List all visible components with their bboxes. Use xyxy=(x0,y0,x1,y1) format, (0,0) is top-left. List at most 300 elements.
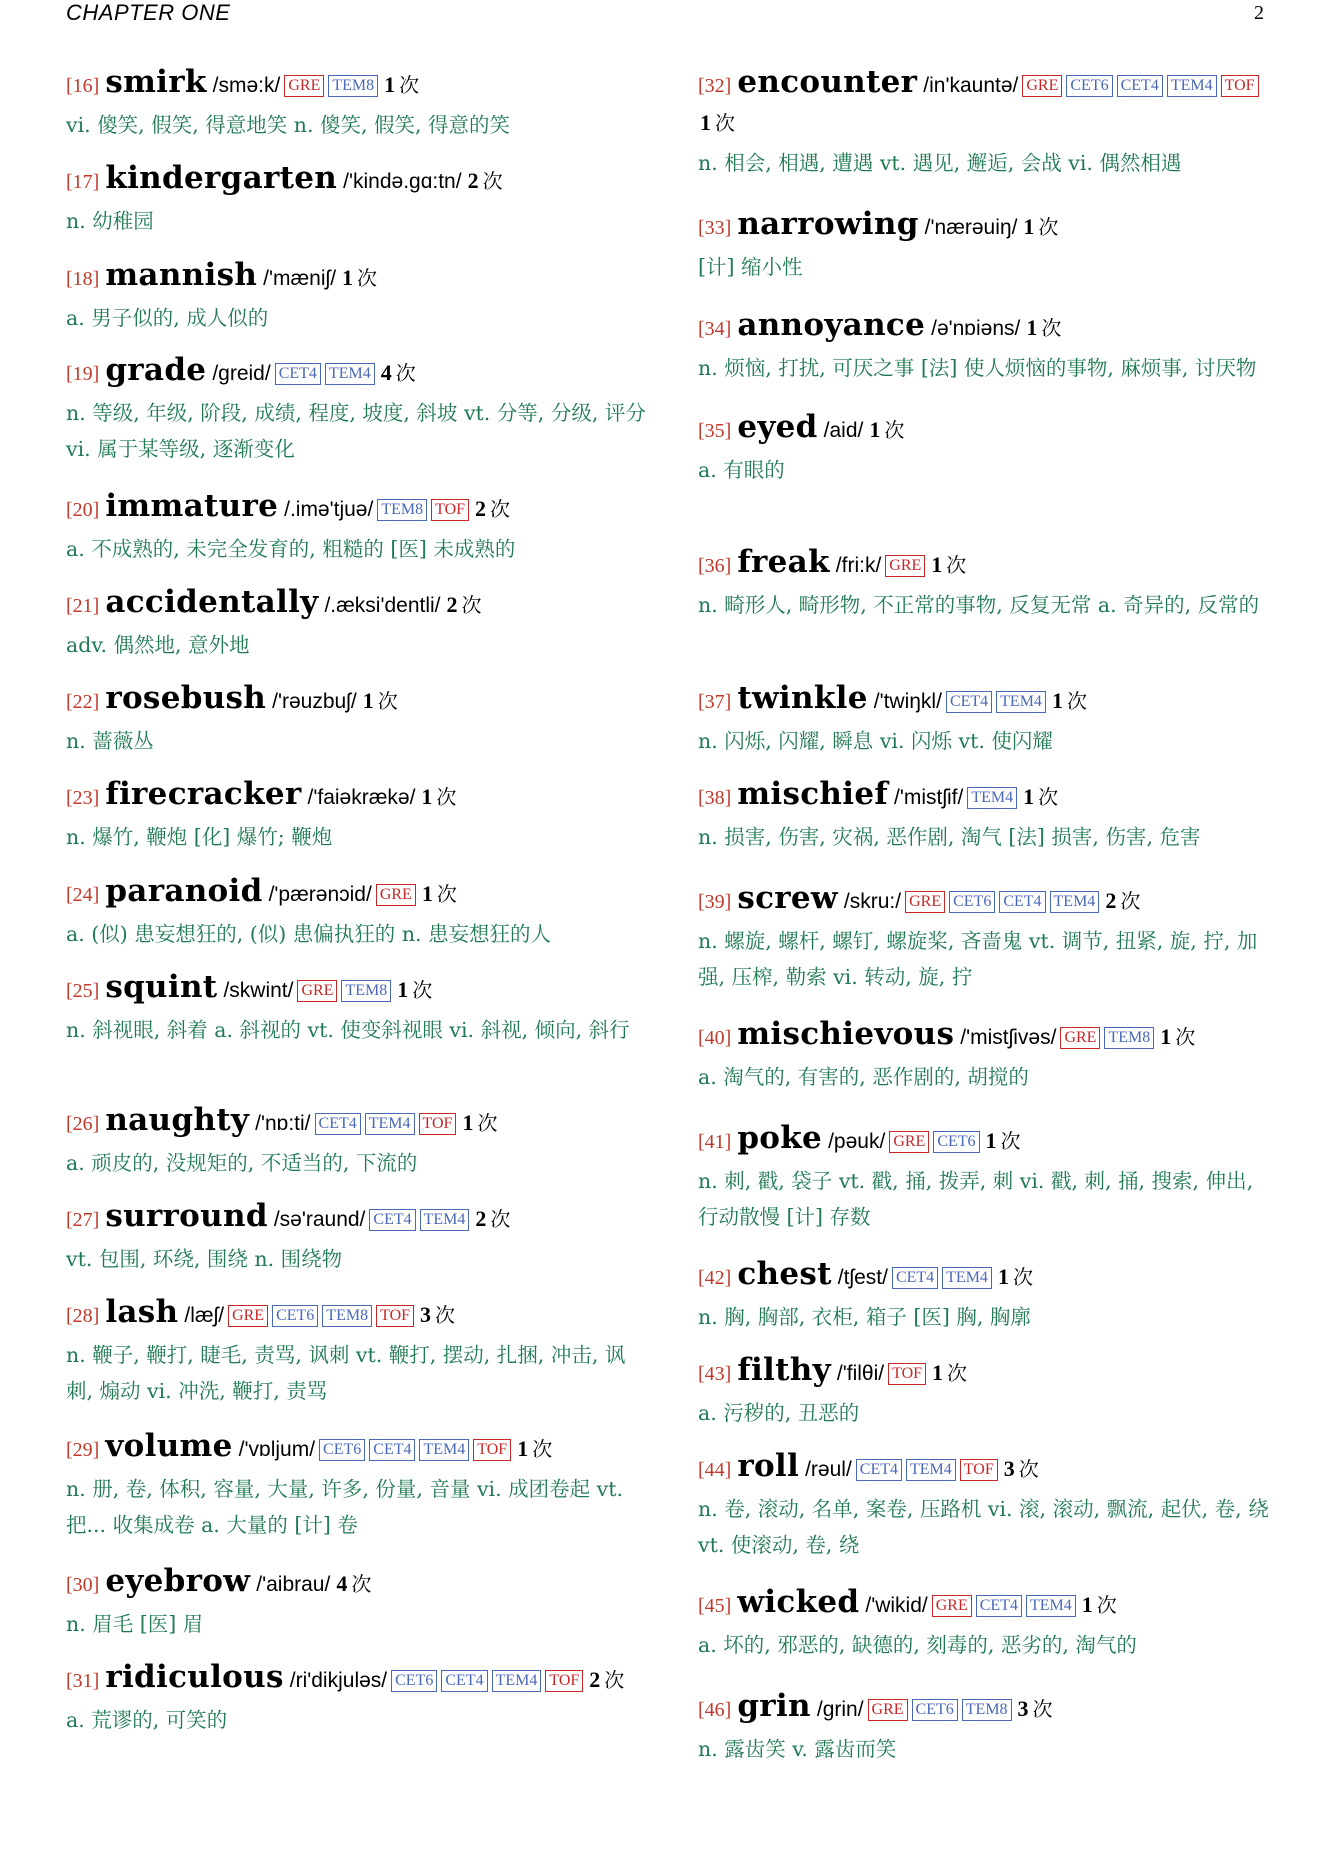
entry-number: [29] xyxy=(66,1439,100,1461)
phonetic: /'nɒ:ti/ xyxy=(255,1112,311,1135)
headword: screw xyxy=(737,880,838,916)
vocab-entry xyxy=(66,352,648,467)
page-number: 2 xyxy=(1254,2,1264,24)
vocab-entry xyxy=(66,1102,648,1181)
entry-headline xyxy=(698,1016,1273,1057)
entry-number: [38] xyxy=(698,787,732,809)
entry-headline xyxy=(66,352,648,393)
entry-headline xyxy=(66,1563,648,1604)
frequency-unit: 次 xyxy=(1000,1129,1021,1153)
frequency-unit: 次 xyxy=(1038,215,1059,239)
frequency-count: 1 xyxy=(700,110,711,135)
headword: firecracker xyxy=(105,776,302,812)
frequency-unit: 次 xyxy=(1018,1457,1039,1481)
frequency-count: 4 xyxy=(336,1571,348,1596)
entry-number: [41] xyxy=(698,1131,732,1153)
entry-headline xyxy=(66,64,648,105)
definition: vt. 包围, 环绕, 围绕 n. 围绕物 xyxy=(66,1247,343,1271)
headword: mannish xyxy=(105,257,258,293)
exam-tag-tem4: TEM4 xyxy=(996,691,1046,713)
definition: adv. 偶然地, 意外地 xyxy=(66,633,250,657)
phonetic: /rəul/ xyxy=(805,1458,852,1481)
frequency-unit: 次 xyxy=(604,1668,625,1692)
exam-tag-tem4: TEM4 xyxy=(419,1439,469,1461)
exam-tag-tem4: TEM4 xyxy=(1026,1595,1076,1617)
phonetic: /grin/ xyxy=(816,1698,864,1721)
phonetic: /.imə'tjuə/ xyxy=(284,498,374,521)
entry-number: [42] xyxy=(698,1267,732,1289)
entry-number: [16] xyxy=(66,75,100,97)
vocab-entry xyxy=(698,1688,1273,1767)
definition: n. 露齿笑 v. 露齿而笑 xyxy=(698,1737,897,1761)
phonetic: /'wikid/ xyxy=(865,1594,928,1617)
vocab-entry xyxy=(698,776,1273,855)
exam-tag-tem4: TEM4 xyxy=(906,1459,956,1481)
entry-number: [22] xyxy=(66,691,100,713)
entry-headline xyxy=(698,544,1273,585)
exam-tag-gre: GRE xyxy=(1022,75,1062,97)
headword: lash xyxy=(105,1294,179,1330)
phonetic: /'rəuzbuʃ/ xyxy=(272,690,357,713)
frequency-unit: 次 xyxy=(461,593,482,617)
frequency-count: 3 xyxy=(1017,1696,1029,1721)
vocab-entry xyxy=(698,1584,1273,1663)
exam-tag-gre: GRE xyxy=(868,1699,908,1721)
exam-tag-tem8: TEM8 xyxy=(341,980,391,1002)
headword: annoyance xyxy=(737,307,926,343)
exam-tag-cet4: CET4 xyxy=(976,1595,1022,1617)
exam-tag-tem4: TEM4 xyxy=(1050,891,1100,913)
headword: chest xyxy=(737,1256,832,1292)
frequency-count: 1 xyxy=(1023,784,1035,809)
vocab-entry xyxy=(698,206,1273,285)
headword: grin xyxy=(737,1688,811,1724)
phonetic: /skwint/ xyxy=(223,979,294,1002)
exam-tag-tof: TOF xyxy=(431,499,469,521)
definition: n. 爆竹, 鞭炮 [化] 爆竹; 鞭炮 xyxy=(66,825,333,849)
exam-tag-gre: GRE xyxy=(297,980,337,1002)
entry-number: [27] xyxy=(66,1209,100,1231)
entry-number: [37] xyxy=(698,691,732,713)
frequency-unit: 次 xyxy=(477,1111,498,1135)
frequency-unit: 次 xyxy=(357,266,378,290)
headword: roll xyxy=(737,1448,800,1484)
vocab-entry xyxy=(66,1428,648,1543)
headword: rosebush xyxy=(105,680,267,716)
exam-tag-tem8: TEM8 xyxy=(377,499,427,521)
definition: a. 男子似的, 成人似的 xyxy=(66,306,269,330)
exam-tag-tof: TOF xyxy=(419,1113,457,1135)
frequency-count: 1 xyxy=(517,1436,529,1461)
entry-number: [21] xyxy=(66,595,100,617)
exam-tag-tem4: TEM4 xyxy=(942,1267,992,1289)
frequency-unit: 次 xyxy=(1175,1025,1196,1049)
vocab-entry xyxy=(66,1659,648,1738)
vocab-entry xyxy=(66,680,648,759)
entry-headline xyxy=(66,160,648,201)
headword: encounter xyxy=(737,64,918,100)
definition: n. 眉毛 [医] 眉 xyxy=(66,1612,204,1636)
definition: n. 斜视眼, 斜着 a. 斜视的 vt. 使变斜视眼 vi. 斜视, 倾向, 斜行 xyxy=(66,1018,630,1042)
entry-number: [40] xyxy=(698,1027,732,1049)
exam-tag-tem4: TEM4 xyxy=(492,1670,542,1692)
frequency-count: 1 xyxy=(462,1110,474,1135)
vocab-entry xyxy=(698,1256,1273,1335)
exam-tag-cet6: CET6 xyxy=(949,891,995,913)
frequency-count: 1 xyxy=(932,1360,944,1385)
exam-tag-gre: GRE xyxy=(284,75,324,97)
phonetic: /in'kauntə/ xyxy=(923,74,1019,97)
definition: n. 册, 卷, 体积, 容量, 大量, 许多, 份量, 音量 vi. 成团卷起 vt. 把... 收集成卷 a. 大量的 [计] 卷 xyxy=(66,1477,624,1537)
headword: eyed xyxy=(737,409,818,445)
entry-number: [24] xyxy=(66,884,100,906)
frequency-count: 1 xyxy=(869,417,881,442)
definition: n. 蔷薇丛 xyxy=(66,729,154,753)
headword: volume xyxy=(105,1428,233,1464)
entry-number: [33] xyxy=(698,217,732,239)
definition: n. 烦恼, 打扰, 可厌之事 [法] 使人烦恼的事物, 麻烦事, 讨厌物 xyxy=(698,356,1257,380)
phonetic: /'mistʃif/ xyxy=(894,786,964,809)
frequency-count: 2 xyxy=(446,592,458,617)
definition: n. 损害, 伤害, 灾祸, 恶作剧, 淘气 [法] 损害, 伤害, 危害 xyxy=(698,825,1201,849)
frequency-unit: 次 xyxy=(884,418,905,442)
entry-headline xyxy=(66,1659,648,1700)
headword: mischief xyxy=(737,776,889,812)
headword: naughty xyxy=(105,1102,250,1138)
frequency-unit: 次 xyxy=(1066,689,1087,713)
phonetic: /aid/ xyxy=(823,419,864,442)
phonetic: /'nærəuiŋ/ xyxy=(924,216,1018,239)
exam-tag-gre: GRE xyxy=(932,1595,972,1617)
entry-number: [20] xyxy=(66,499,100,521)
definition: a. 淘气的, 有害的, 恶作剧的, 胡搅的 xyxy=(698,1065,1029,1089)
exam-tag-tem8: TEM8 xyxy=(328,75,378,97)
phonetic: /greid/ xyxy=(212,362,271,385)
entry-headline xyxy=(66,1294,648,1335)
vocab-entry xyxy=(66,257,648,336)
frequency-count: 1 xyxy=(1160,1024,1172,1049)
definition: a. 顽皮的, 没规矩的, 不适当的, 下流的 xyxy=(66,1151,418,1175)
exam-tag-tof: TOF xyxy=(473,1439,511,1461)
definition: a. 污秽的, 丑恶的 xyxy=(698,1401,860,1425)
exam-tag-tof: TOF xyxy=(888,1363,926,1385)
headword: freak xyxy=(737,544,830,580)
frequency-count: 1 xyxy=(362,688,374,713)
frequency-count: 1 xyxy=(397,977,409,1002)
phonetic: /'pærənɔid/ xyxy=(268,883,372,906)
exam-tag-cet4: CET4 xyxy=(275,363,321,385)
phonetic: /sə'raund/ xyxy=(273,1208,366,1231)
frequency-unit: 次 xyxy=(1038,785,1059,809)
exam-tag-cet4: CET4 xyxy=(369,1439,415,1461)
entry-number: [28] xyxy=(66,1305,100,1327)
phonetic: /ə'nɒiəns/ xyxy=(931,317,1021,340)
entry-headline xyxy=(66,1428,648,1469)
vocab-entry xyxy=(66,64,648,143)
frequency-unit: 次 xyxy=(1012,1265,1033,1289)
exam-tag-tof: TOF xyxy=(376,1305,414,1327)
exam-tag-tem8: TEM8 xyxy=(322,1305,372,1327)
phonetic: /fri:k/ xyxy=(835,554,882,577)
frequency-count: 4 xyxy=(380,360,392,385)
frequency-unit: 次 xyxy=(436,785,457,809)
headword: twinkle xyxy=(737,680,868,716)
phonetic: /pəuk/ xyxy=(828,1130,886,1153)
vocab-entry xyxy=(66,776,648,855)
entry-number: [35] xyxy=(698,420,732,442)
frequency-count: 1 xyxy=(1023,214,1035,239)
headword: grade xyxy=(105,352,207,388)
entry-headline xyxy=(698,1256,1273,1297)
entry-number: [19] xyxy=(66,363,100,385)
headword: accidentally xyxy=(105,584,319,620)
frequency-unit: 次 xyxy=(1120,889,1141,913)
entry-headline xyxy=(698,64,1273,143)
phonetic: /læʃ/ xyxy=(184,1304,225,1327)
vocab-entry xyxy=(698,409,1273,488)
definition: n. 卷, 滚动, 名单, 案卷, 压路机 vi. 滚, 滚动, 飘流, 起伏, 卷, 绕 vt. 使滚动, 卷, 绕 xyxy=(698,1497,1269,1557)
exam-tag-tof: TOF xyxy=(1221,75,1259,97)
frequency-unit: 次 xyxy=(435,1303,456,1327)
headword: filthy xyxy=(737,1352,831,1388)
phonetic: /ri'dikjuləs/ xyxy=(289,1669,388,1692)
frequency-count: 2 xyxy=(1105,888,1117,913)
frequency-unit: 次 xyxy=(351,1572,372,1596)
frequency-unit: 次 xyxy=(490,497,511,521)
exam-tag-tem4: TEM4 xyxy=(967,787,1017,809)
entry-number: [18] xyxy=(66,268,100,290)
frequency-count: 3 xyxy=(420,1302,432,1327)
vocab-entry xyxy=(66,1563,648,1642)
entry-headline xyxy=(698,880,1273,921)
vocab-entry xyxy=(698,1016,1273,1095)
entry-headline xyxy=(66,584,648,625)
frequency-unit: 次 xyxy=(946,553,967,577)
entry-headline xyxy=(66,1198,648,1239)
entry-number: [26] xyxy=(66,1113,100,1135)
exam-tag-cet6: CET6 xyxy=(319,1439,365,1461)
frequency-count: 1 xyxy=(931,552,943,577)
exam-tag-tem8: TEM8 xyxy=(1104,1027,1154,1049)
phonetic: /'twiŋkl/ xyxy=(873,690,942,713)
phonetic: /'aibrau/ xyxy=(256,1573,331,1596)
definition: n. 幼稚园 xyxy=(66,209,154,233)
entry-number: [44] xyxy=(698,1459,732,1481)
entry-number: [30] xyxy=(66,1574,100,1596)
exam-tag-cet6: CET6 xyxy=(1066,75,1112,97)
entry-number: [46] xyxy=(698,1699,732,1721)
definition: vi. 傻笑, 假笑, 得意地笑 n. 傻笑, 假笑, 得意的笑 xyxy=(66,113,511,137)
vocab-entry xyxy=(66,873,648,952)
entry-number: [45] xyxy=(698,1595,732,1617)
definition: n. 螺旋, 螺杆, 螺钉, 螺旋桨, 吝啬鬼 vt. 调节, 扭紧, 旋, 拧, 加强, 压榨, 勒索 vi. 转动, 旋, 拧 xyxy=(698,929,1258,989)
entry-number: [23] xyxy=(66,787,100,809)
exam-tag-tem4: TEM4 xyxy=(1167,75,1217,97)
frequency-unit: 次 xyxy=(1032,1697,1053,1721)
frequency-count: 2 xyxy=(475,1206,487,1231)
exam-tag-cet6: CET6 xyxy=(391,1670,437,1692)
frequency-unit: 次 xyxy=(490,1207,511,1231)
headword: surround xyxy=(105,1198,268,1234)
entry-number: [34] xyxy=(698,318,732,340)
phonetic: /.æksi'dentli/ xyxy=(324,594,441,617)
phonetic: /'filθi/ xyxy=(836,1362,885,1385)
headword: kindergarten xyxy=(105,160,338,196)
frequency-unit: 次 xyxy=(482,169,503,193)
phonetic: /skru:/ xyxy=(843,890,902,913)
exam-tag-cet4: CET4 xyxy=(946,691,992,713)
headword: poke xyxy=(737,1120,823,1156)
frequency-count: 1 xyxy=(421,784,433,809)
exam-tag-cet4: CET4 xyxy=(856,1459,902,1481)
vocab-entry xyxy=(66,1198,648,1277)
headword: paranoid xyxy=(105,873,263,909)
entry-headline xyxy=(698,680,1273,721)
definition: [计] 缩小性 xyxy=(698,255,803,279)
frequency-unit: 次 xyxy=(532,1437,553,1461)
phonetic: /'vɒljum/ xyxy=(238,1438,316,1461)
entry-headline xyxy=(66,776,648,817)
entry-headline xyxy=(698,1448,1273,1489)
vocab-entry xyxy=(66,969,648,1048)
entry-headline xyxy=(698,776,1273,817)
vocab-entry xyxy=(66,488,648,567)
vocab-entry xyxy=(698,680,1273,759)
frequency-count: 2 xyxy=(475,496,487,521)
exam-tag-gre: GRE xyxy=(1060,1027,1100,1049)
headword: eyebrow xyxy=(105,1563,251,1599)
frequency-count: 1 xyxy=(997,1264,1009,1289)
definition: n. 闪烁, 闪耀, 瞬息 vi. 闪烁 vt. 使闪耀 xyxy=(698,729,1053,753)
chapter-title: CHAPTER ONE xyxy=(66,0,231,25)
vocab-entry xyxy=(66,1294,648,1409)
exam-tag-tof: TOF xyxy=(960,1459,998,1481)
frequency-count: 1 xyxy=(342,265,354,290)
frequency-unit: 次 xyxy=(399,73,420,97)
entry-headline xyxy=(66,1102,648,1143)
vocab-entry xyxy=(698,544,1273,623)
entry-number: [25] xyxy=(66,980,100,1002)
exam-tag-cet4: CET4 xyxy=(892,1267,938,1289)
entry-headline xyxy=(66,873,648,914)
exam-tag-tof: TOF xyxy=(545,1670,583,1692)
entry-number: [43] xyxy=(698,1363,732,1385)
exam-tag-gre: GRE xyxy=(376,884,416,906)
entry-number: [36] xyxy=(698,555,732,577)
entry-number: [39] xyxy=(698,891,732,913)
definition: a. (似) 患妄想狂的, (似) 患偏执狂的 n. 患妄想狂的人 xyxy=(66,922,552,946)
vocab-entry xyxy=(698,1120,1273,1235)
phonetic: /'kində.gɑ:tn/ xyxy=(343,170,462,193)
exam-tag-gre: GRE xyxy=(885,555,925,577)
phonetic: /'mistʃivəs/ xyxy=(960,1026,1057,1049)
frequency-unit: 次 xyxy=(947,1361,968,1385)
phonetic: /'faiəkrækə/ xyxy=(307,786,416,809)
frequency-count: 1 xyxy=(985,1128,997,1153)
frequency-unit: 次 xyxy=(1096,1593,1117,1617)
entry-number: [31] xyxy=(66,1670,100,1692)
exam-tag-tem4: TEM4 xyxy=(420,1209,470,1231)
entry-headline xyxy=(66,488,648,529)
definition: n. 等级, 年级, 阶段, 成绩, 程度, 坡度, 斜坡 vt. 分等, 分级, 评分 vi. 属于某等级, 逐渐变化 xyxy=(66,401,646,461)
vocab-entry xyxy=(698,64,1273,181)
exam-tag-gre: GRE xyxy=(905,891,945,913)
exam-tag-gre: GRE xyxy=(889,1131,929,1153)
exam-tag-tem8: TEM8 xyxy=(962,1699,1012,1721)
vocab-entry xyxy=(66,584,648,663)
entry-headline xyxy=(66,969,648,1010)
entry-headline xyxy=(66,680,648,721)
exam-tag-cet4: CET4 xyxy=(315,1113,361,1135)
headword: wicked xyxy=(737,1584,860,1620)
exam-tag-cet4: CET4 xyxy=(1117,75,1163,97)
frequency-unit: 次 xyxy=(715,111,735,135)
entry-headline xyxy=(698,307,1273,348)
exam-tag-tem4: TEM4 xyxy=(365,1113,415,1135)
definition: n. 相会, 相遇, 遭遇 vt. 遇见, 邂逅, 会战 vi. 偶然相遇 xyxy=(698,151,1182,175)
definition: a. 不成熟的, 未完全发育的, 粗糙的 [医] 未成熟的 xyxy=(66,537,516,561)
definition: a. 坏的, 邪恶的, 缺德的, 刻毒的, 恶劣的, 淘气的 xyxy=(698,1633,1137,1657)
frequency-count: 3 xyxy=(1003,1456,1015,1481)
entry-headline xyxy=(698,1584,1273,1625)
frequency-unit: 次 xyxy=(395,361,416,385)
phonetic: /smə:k/ xyxy=(212,74,281,97)
frequency-count: 1 xyxy=(1081,1592,1093,1617)
definition: n. 刺, 戳, 袋子 vt. 戳, 捅, 拨弄, 刺 vi. 戳, 刺, 捅, 搜索, 伸出, 行动散慢 [计] 存数 xyxy=(698,1169,1254,1229)
exam-tag-cet4: CET4 xyxy=(441,1670,487,1692)
definition: n. 鞭子, 鞭打, 睫毛, 责骂, 讽刺 vt. 鞭打, 摆动, 扎捆, 冲击, 讽刺, 煽动 vi. 冲洗, 鞭打, 责骂 xyxy=(66,1343,626,1403)
entry-headline xyxy=(698,409,1273,450)
entry-number: [32] xyxy=(698,75,732,97)
definition: a. 荒谬的, 可笑的 xyxy=(66,1708,228,1732)
headword: squint xyxy=(105,969,218,1005)
exam-tag-cet4: CET4 xyxy=(369,1209,415,1231)
exam-tag-cet6: CET6 xyxy=(272,1305,318,1327)
vocab-entry xyxy=(698,880,1273,995)
frequency-count: 1 xyxy=(421,881,433,906)
headword: smirk xyxy=(105,64,207,100)
vocab-entry xyxy=(698,1352,1273,1431)
headword: immature xyxy=(105,488,279,524)
entry-headline xyxy=(698,1120,1273,1161)
exam-tag-cet6: CET6 xyxy=(933,1131,979,1153)
entry-number: [17] xyxy=(66,171,100,193)
frequency-unit: 次 xyxy=(436,882,457,906)
frequency-unit: 次 xyxy=(412,978,433,1002)
entry-headline xyxy=(698,206,1273,247)
definition: a. 有眼的 xyxy=(698,458,785,482)
entry-headline xyxy=(698,1688,1273,1729)
vocab-entry xyxy=(698,1448,1273,1563)
frequency-count: 1 xyxy=(1026,315,1038,340)
headword: mischievous xyxy=(737,1016,955,1052)
frequency-count: 2 xyxy=(589,1667,601,1692)
headword: ridiculous xyxy=(105,1659,284,1695)
exam-tag-cet4: CET4 xyxy=(999,891,1045,913)
phonetic: /tʃest/ xyxy=(837,1266,888,1289)
definition: n. 胸, 胸部, 衣柜, 箱子 [医] 胸, 胸廓 xyxy=(698,1305,1031,1329)
entry-headline xyxy=(698,1352,1273,1393)
frequency-unit: 次 xyxy=(377,689,398,713)
frequency-count: 1 xyxy=(1051,688,1063,713)
vocab-entry xyxy=(698,307,1273,386)
headword: narrowing xyxy=(737,206,919,242)
entry-headline xyxy=(66,257,648,298)
frequency-count: 1 xyxy=(384,72,396,97)
vocab-entry xyxy=(66,160,648,239)
exam-tag-tem4: TEM4 xyxy=(325,363,375,385)
frequency-count: 2 xyxy=(467,168,479,193)
